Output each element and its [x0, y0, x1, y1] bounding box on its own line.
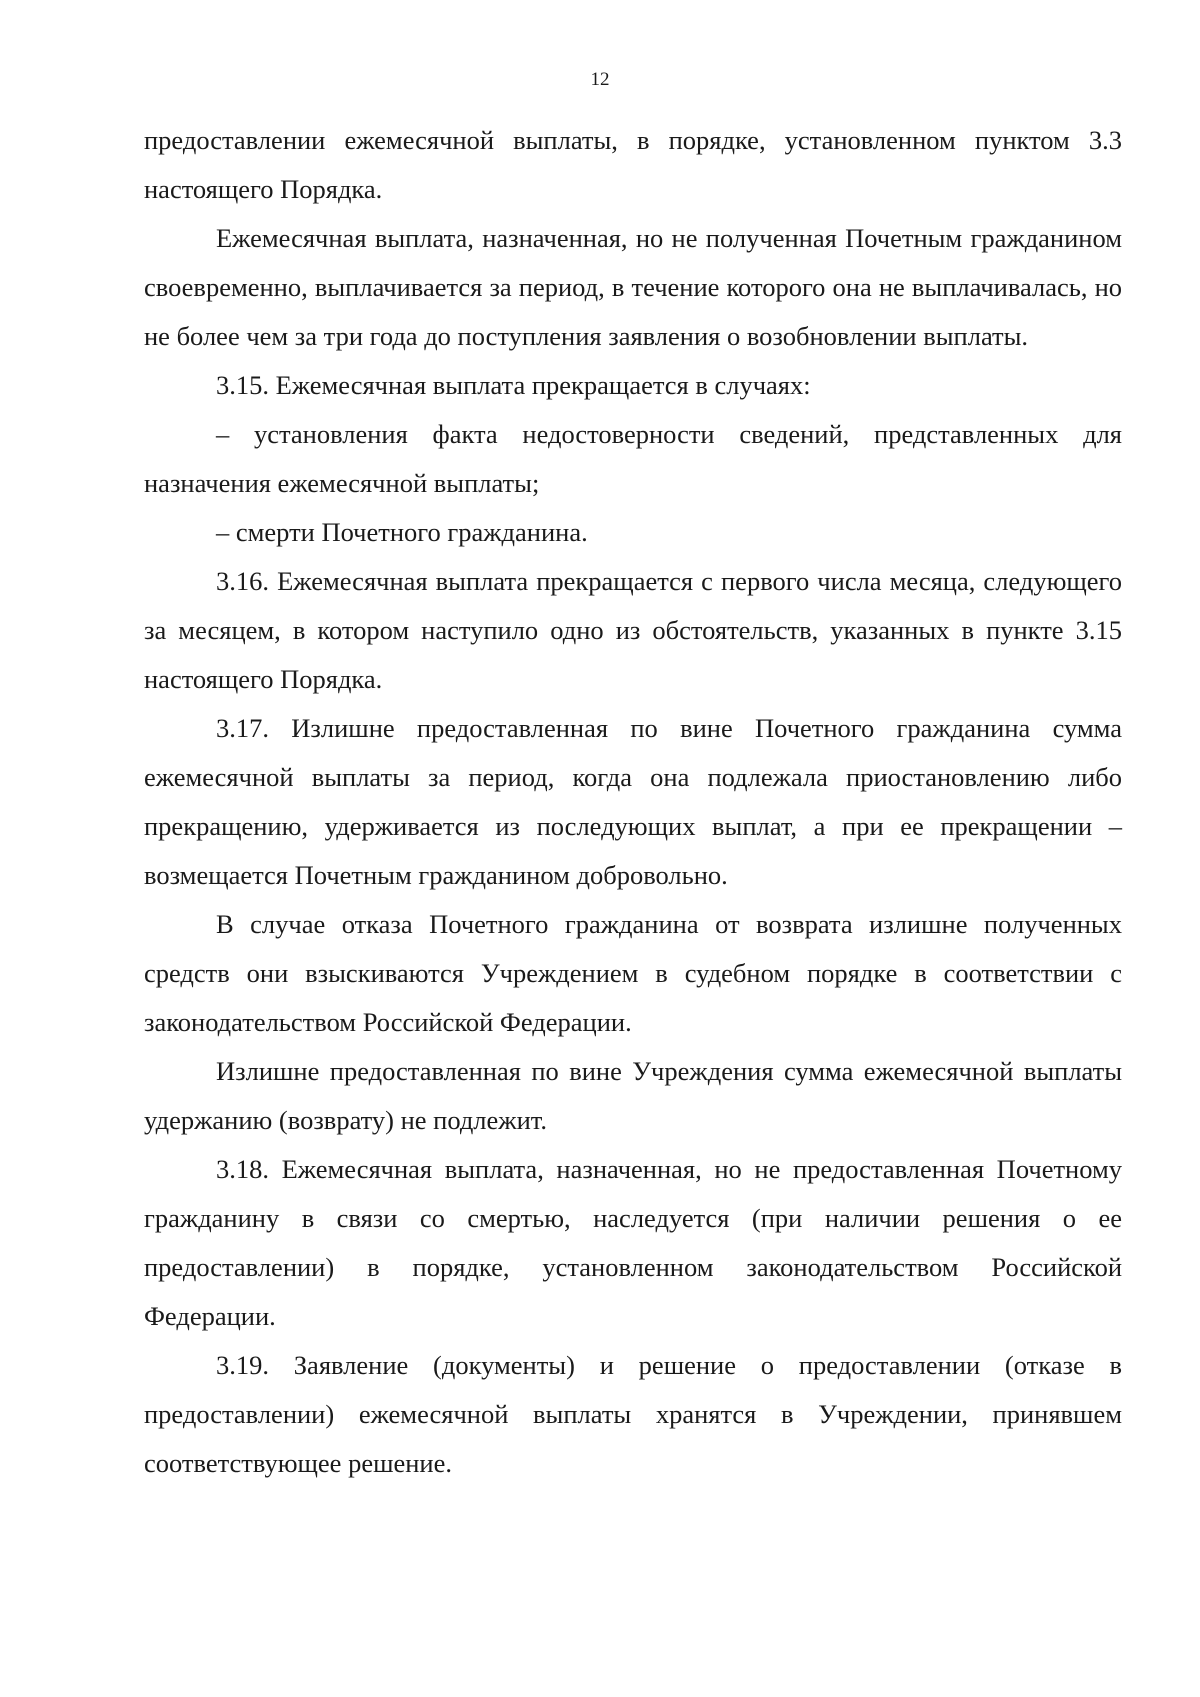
list-item-death: – смерти Почетного гражданина. [216, 517, 588, 547]
document-body [144, 116, 1122, 1488]
paragraph-3-18: 3.18. Ежемесячная выплата, назначенная, но не предоставленная Почетному гражданину в связи со смертью, наследуется (при наличии решения о ее предоставлении) в порядке, установленном законодательством Российской Федерации. [144, 1154, 1122, 1331]
paragraph-3-15: 3.15. Ежемесячная выплата прекращается в случаях: [216, 370, 811, 400]
paragraph-3-16: 3.16. Ежемесячная выплата прекращается с первого числа месяца, следующего за месяцем, в котором наступило одно из обстоятельств, указанных в пункте 3.15 настоящего Порядка. [144, 566, 1122, 694]
paragraph-continuation: предоставлении ежемесячной выплаты, в порядке, установленном пунктом 3.3 настоящего Порядка. [144, 125, 1122, 204]
page-number: 12 [590, 69, 610, 90]
paragraph-3-17: 3.17. Излишне предоставленная по вине Почетного гражданина сумма ежемесячной выплаты за период, когда она подлежала приостановлению либо прекращению, удерживается из последующих выплат, а при ее прекращении – возмещается Почетным гражданином добровольно. [144, 713, 1122, 890]
paragraph-refusal-return: В случае отказа Почетного гражданина от возврата излишне полученных средств они взыскиваются Учреждением в судебном порядке в соответствии с законодательством Российской Федерации. [144, 909, 1122, 1037]
paragraph-3-19: 3.19. Заявление (документы) и решение о предоставлении (отказе в предоставлении) ежемесячной выплаты хранятся в Учреждении, принявшем соответствующее решение. [144, 1350, 1122, 1478]
paragraph-resumption-payment: Ежемесячная выплата, назначенная, но не полученная Почетным гражданином своевременно, выплачивается за период, в течение которого она не выплачивалась, но не более чем за три года до поступления заявления о возобновлении выплаты. [144, 223, 1122, 351]
list-item-false-information: – установления факта недостоверности сведений, представленных для назначения ежемесячной выплаты; [144, 419, 1122, 498]
paragraph-institution-fault: Излишне предоставленная по вине Учреждения сумма ежемесячной выплаты удержанию (возврату) не подлежит. [144, 1056, 1122, 1135]
